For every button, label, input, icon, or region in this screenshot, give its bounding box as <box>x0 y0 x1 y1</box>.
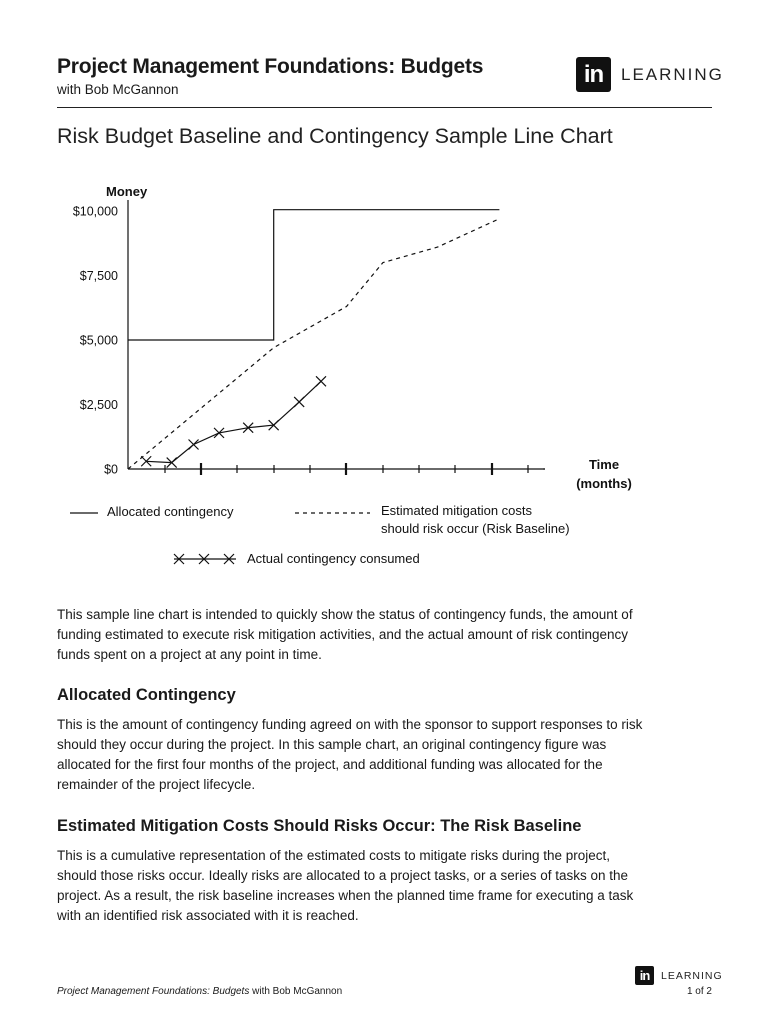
section-body-allocated-contingency: This is the amount of contingency funding agreed on with the sponsor to support responses to risk should they occur during the project. In this sample chart, an original contingency figure was allocated for the first four months of the project, and additional funding was allocated for the remainder of the project lifecycle. <box>57 717 643 792</box>
course-author: with Bob McGannon <box>57 82 179 97</box>
y-tick-label: $2,500 <box>79 398 118 412</box>
footer-author: with Bob McGannon <box>249 986 343 997</box>
data-point-marker <box>316 376 326 386</box>
legend-label-baseline: Estimated mitigation costs <box>381 503 533 518</box>
legend-label-baseline: should risk occur (Risk Baseline) <box>381 521 570 536</box>
data-point-marker <box>189 439 199 449</box>
y-tick-label: $10,000 <box>72 204 118 219</box>
data-point-marker <box>214 428 224 438</box>
course-title: Project Management Foundations: Budgets <box>57 55 484 78</box>
y-tick-label: $7,500 <box>79 269 118 283</box>
data-point-marker <box>294 397 304 407</box>
section-body-risk-baseline: This is a cumulative representation of the estimated costs to mitigate risks during the project, should those risks occur. Ideally risks are allocated to a project tasks, or a series of tasks on the project. As a result, the risk baseline increases when the planned time frame for executing a task with an identified risk associated with it is reached. <box>57 848 634 923</box>
series-line-0 <box>128 210 499 340</box>
document-heading: Risk Budget Baseline and Contingency Sample Line Chart <box>57 124 613 148</box>
series-line-1 <box>128 219 499 469</box>
risk-budget-line-chart <box>0 170 768 590</box>
y-tick-label: $0 <box>104 462 118 477</box>
footer-credit <box>57 986 342 997</box>
x-axis-label: (months) <box>576 476 632 491</box>
linkedin-in-icon: in <box>576 57 611 92</box>
section-heading-allocated-contingency: Allocated Contingency <box>57 686 236 704</box>
page-number: 1 of 2 <box>686 986 712 997</box>
footer-logo <box>635 966 723 985</box>
y-tick-label: $5,000 <box>79 333 118 348</box>
x-axis-label: Time <box>588 457 620 472</box>
header-divider <box>57 107 712 108</box>
legend-label-allocated: Allocated contingency <box>107 504 234 519</box>
footer-course-title: Project Management Foundations: Budgets <box>57 986 250 997</box>
logo-text: LEARNING <box>621 64 724 84</box>
footer-logo-text: LEARNING <box>661 969 723 982</box>
section-heading-risk-baseline: Estimated Mitigation Costs Should Risks Occur: The Risk Baseline <box>57 817 582 835</box>
legend-label-actual: Actual contingency consumed <box>247 551 420 566</box>
linkedin-in-icon: in <box>635 966 654 985</box>
intro-paragraph: This sample line chart is intended to quickly show the status of contingency funds, the amount of funding estimated to execute risk mitigation activities, and the actual amount of risk contingency funds spent on a project at any point in time. <box>57 607 633 662</box>
linkedin-learning-logo <box>576 57 724 92</box>
y-axis-label: Money <box>106 184 148 199</box>
series-line-2 <box>146 381 321 462</box>
